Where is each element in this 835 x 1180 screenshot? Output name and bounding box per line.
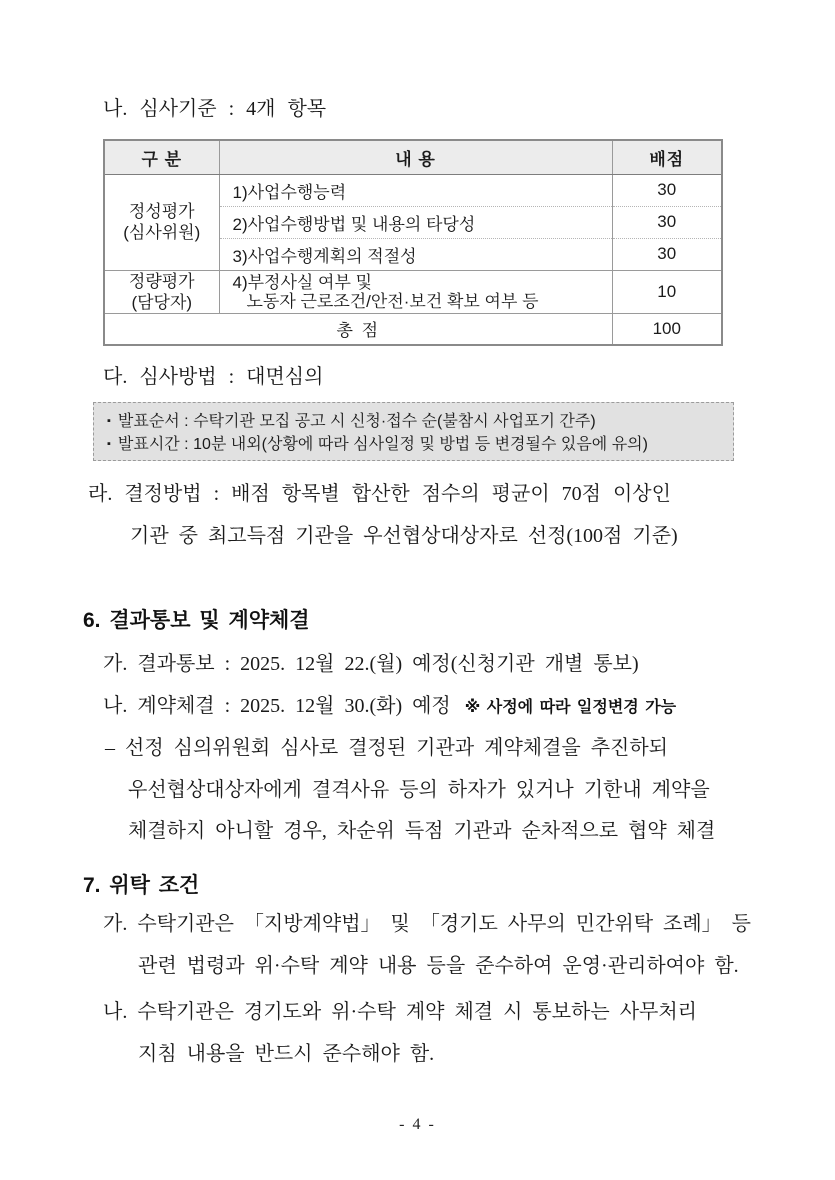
section-6-item-b-text: 나. 계약체결 : 2025. 12월 30.(화) 예정 bbox=[103, 695, 451, 717]
row2-points: 30 bbox=[612, 206, 722, 238]
notice-item-order bbox=[107, 410, 733, 433]
section-7-item-b-line1: 나. 수탁기관은 경기도와 위·수탁 계약 체결 시 통보하는 사무처리 bbox=[103, 1001, 697, 1023]
total-label: 총 점 bbox=[336, 321, 381, 341]
table-row bbox=[104, 270, 722, 313]
row4-content bbox=[219, 270, 612, 313]
section-7-heading: 7. 위탁 조건 bbox=[83, 874, 200, 897]
total-points: 100 bbox=[612, 313, 722, 345]
section-6-item-a: 가. 결과통보 : 2025. 12월 22.(월) 예정(신청기관 개별 통보) bbox=[103, 653, 639, 675]
section-c-heading: 다. 심사방법 : 대면심의 bbox=[103, 366, 324, 388]
row4-content-line2: 노동자 근로조건/안전·보건 확보 여부 등 bbox=[246, 291, 539, 311]
table-header-points: 배점 bbox=[612, 140, 722, 174]
section-6-sub-line2: 우선협상대상자에게 결격사유 등의 하자가 있거나 기한내 계약을 bbox=[128, 779, 710, 801]
table-row bbox=[104, 174, 722, 206]
table-header-content: 내 용 bbox=[219, 140, 612, 174]
group-qualitative-sublabel: (심사위원) bbox=[123, 223, 201, 242]
presentation-notice-box bbox=[93, 402, 734, 461]
section-7-item-a-line2: 관련 법령과 위·수탁 계약 내용 등을 준수하여 운영·관리하여야 함. bbox=[138, 955, 739, 977]
section-6-heading: 6. 결과통보 및 계약체결 bbox=[83, 609, 310, 632]
group-qualitative-cell bbox=[104, 174, 219, 270]
square-bullet-icon: ▪ bbox=[107, 415, 111, 427]
section-7-item-a-line1: 가. 수탁기관은 「지방계약법」 및 「경기도 사무의 민간위탁 조례」 등 bbox=[103, 913, 751, 935]
section-6-sub-line1: – 선정 심의위원회 심사로 결정된 기관과 계약체결을 추진하되 bbox=[105, 737, 668, 759]
section-b-heading: 나. 심사기준 : 4개 항목 bbox=[103, 98, 327, 120]
notice-item-order-text: 발표순서 : 수탁기관 모집 공고 시 신청·접수 순(불참시 사업포기 간주) bbox=[117, 413, 596, 430]
row1-content: 1)사업수행능력 bbox=[219, 174, 612, 206]
group-quantitative-sublabel: (담당자) bbox=[131, 292, 193, 312]
square-bullet-icon: ▪ bbox=[107, 438, 111, 450]
section-d-line1: 라. 결정방법 : 배점 항목별 합산한 점수의 평균이 70점 이상인 bbox=[88, 483, 671, 505]
row2-content: 2)사업수행방법 및 내용의 타당성 bbox=[219, 206, 612, 238]
section-6-item-b bbox=[103, 689, 676, 718]
table-total-row bbox=[104, 313, 722, 345]
table-header-row bbox=[104, 140, 722, 174]
section-d-line2: 기관 중 최고득점 기관을 우선협상대상자로 선정(100점 기준) bbox=[130, 525, 678, 547]
section-7-item-b-line2: 지침 내용을 반드시 준수해야 함. bbox=[138, 1043, 435, 1065]
section-6-sub-line3: 체결하지 아니할 경우, 차순위 득점 기관과 순차적으로 협약 체결 bbox=[128, 820, 716, 842]
row3-content: 3)사업수행계획의 적절성 bbox=[219, 238, 612, 270]
row3-points: 30 bbox=[612, 238, 722, 270]
schedule-change-note: ※ 사정에 따라 일정변경 가능 bbox=[464, 699, 677, 716]
row4-points: 10 bbox=[612, 270, 722, 313]
notice-item-time-text: 발표시간 : 10분 내외(상황에 따라 심사일정 및 방법 등 변경될수 있음에 유의) bbox=[117, 436, 648, 453]
criteria-table bbox=[103, 139, 723, 346]
group-quantitative-label: 정량평가 bbox=[128, 271, 195, 291]
group-qualitative-label: 정성평가 bbox=[128, 202, 195, 221]
page-number: - 4 - bbox=[399, 1116, 436, 1133]
group-quantitative-cell bbox=[104, 270, 219, 313]
row4-content-line1: 4)부정사실 여부 및 bbox=[232, 272, 373, 292]
row1-points: 30 bbox=[612, 174, 722, 206]
table-header-category: 구 분 bbox=[104, 140, 219, 174]
notice-item-time bbox=[107, 433, 733, 456]
